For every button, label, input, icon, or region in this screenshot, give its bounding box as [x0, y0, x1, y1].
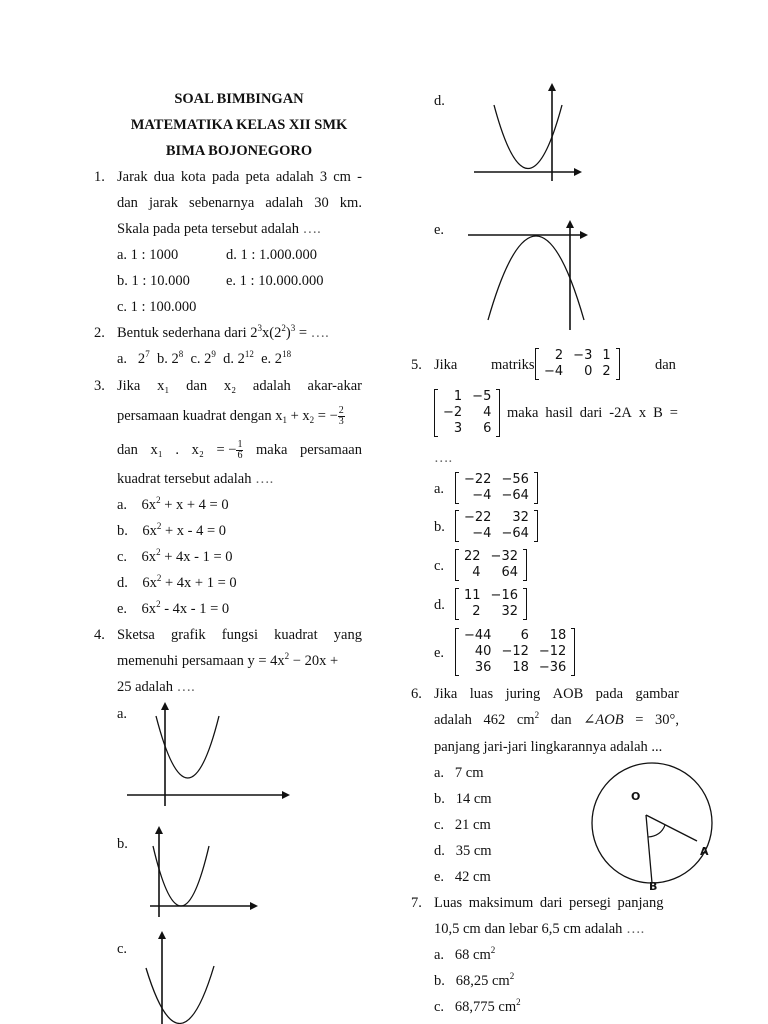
q1-line1: Jarak dua kota pada peta adalah 3 cm - — [117, 169, 362, 185]
matrix-b-cell: 6 — [483, 421, 492, 436]
q2-options: a. $2^7$ b. $2^8$ c. $2^9$ d. $2^{12}$ e. $2^{18}$ — [117, 349, 292, 367]
option-b-matrix-cell: −64 — [501, 526, 529, 541]
q6-line3: panjang jari-jari lingkarannya adalah ... — [434, 739, 663, 755]
q7-line1: Luas maksimum dari persegi panjang — [434, 895, 664, 911]
q6-line2: adalah 462 $cm^2$ dan ∠AOB = 30°, — [434, 710, 679, 728]
q5-word-jika: Jika — [434, 357, 458, 373]
q5-option-c-label: c. — [434, 558, 445, 574]
q4-option-c-label: c. — [117, 941, 128, 957]
q6-option-c: c. 21 cm — [434, 817, 491, 833]
option-a-matrix-cell: −64 — [501, 488, 529, 503]
q6-label-a: A — [700, 845, 709, 858]
q1-option-c: c. 1 : 100.000 — [117, 299, 197, 315]
option-e-matrix-cell: −36 — [538, 660, 567, 675]
option-c-matrix-cell: −32 — [490, 549, 518, 564]
option-d-matrix-cell: 2 — [472, 604, 481, 619]
q2-text: Bentuk sederhana dari $2^3x(2^2)^3$ = …. — [117, 323, 329, 341]
q7-option-c: c. 68,775 $cm^2$ — [434, 997, 521, 1015]
option-e-matrix-cell: 36 — [474, 660, 492, 675]
q2-number: 2. — [94, 325, 105, 341]
matrix-b-cell: −2 — [443, 405, 463, 420]
matrix-b-cell: −5 — [472, 389, 492, 404]
q3-line1: Jika x₁ dan x₂ adalah akar-akar — [117, 378, 362, 394]
option-c-matrix-cell: 22 — [464, 549, 481, 564]
matrix-b-cell: 3 — [453, 421, 463, 436]
q4-option-d-label: d. — [434, 93, 445, 109]
option-d-matrix-cell: 32 — [501, 604, 518, 619]
q5-option-d-label: d. — [434, 597, 445, 613]
q3-option-e: e. $6x^2 - 4x - 1 = 0$ — [117, 599, 230, 617]
q1-option-d: d. 1 : 1.000.000 — [226, 247, 318, 263]
q7-number: 7. — [411, 895, 422, 911]
matrix-a-cell: −3 — [573, 348, 593, 363]
option-c-matrix-cell: 64 — [501, 565, 518, 580]
option-e-matrix-cell: −44 — [464, 628, 492, 643]
q1-option-b: b. 1 : 10.000 — [117, 273, 190, 289]
q3-number: 3. — [94, 378, 105, 394]
matrix-b-cell: 4 — [483, 405, 492, 420]
q4-option-b-label: b. — [117, 836, 128, 852]
q6-label-b: B — [649, 880, 658, 893]
q3-option-c: c. $6x^2 + 4x - 1 = 0$ — [117, 547, 233, 565]
q5-number: 5. — [411, 357, 422, 373]
q3-line4: kuadrat tersebut adalah …. — [117, 471, 274, 487]
header-title-1: SOAL BIMBINGAN — [174, 91, 304, 107]
option-e-matrix-cell: 6 — [520, 628, 529, 643]
q1-option-a: a. 1 : 1000 — [117, 247, 179, 263]
q4-line3: 25 adalah …. — [117, 679, 195, 695]
q7-option-b: b. 68,25 $cm^2$ — [434, 971, 515, 989]
option-d-matrix-cell: −16 — [490, 588, 518, 603]
q1-number: 1. — [94, 169, 105, 185]
q1-line3: Skala pada peta tersebut adalah …. — [117, 221, 321, 237]
option-d-matrix-cell: 11 — [464, 588, 481, 603]
matrix-a-cell: 2 — [602, 364, 611, 379]
q5-ellipsis: …. — [434, 450, 453, 466]
q5-tail: maka hasil dari -2A x B = — [507, 405, 678, 421]
matrix-a-cell: 0 — [584, 364, 593, 379]
q6-option-a: a. 7 cm — [434, 765, 484, 781]
q3-option-d: d. $6x^2 + 4x + 1 = 0$ — [117, 573, 237, 591]
q4-line2: memenuhi persamaan $y = 4x^2 - 20x$ + — [117, 651, 339, 669]
q5-word-matriks: matriks — [491, 357, 535, 373]
option-b-matrix-cell: −22 — [464, 510, 492, 525]
q1-option-e: e. 1 : 10.000.000 — [226, 273, 324, 289]
matrix-a-cell: 1 — [602, 348, 611, 363]
q6-option-e: e. 42 cm — [434, 869, 491, 885]
option-a-matrix-cell: −4 — [472, 488, 492, 503]
q5-option-b-label: b. — [434, 519, 445, 535]
matrix-a-cell: 2 — [554, 348, 564, 363]
q4-option-a-label: a. — [117, 706, 128, 722]
option-b-matrix-cell: 32 — [512, 510, 529, 525]
header-title-3: BIMA BOJONEGORO — [165, 143, 313, 159]
q3-option-b: b. $6x^2 + x - 4 = 0$ — [117, 521, 227, 539]
q6-label-o: O — [631, 790, 641, 803]
option-a-matrix-cell: −22 — [464, 472, 492, 487]
q4-number: 4. — [94, 627, 105, 643]
option-e-matrix-cell: 40 — [474, 644, 492, 659]
option-c-matrix-cell: 4 — [472, 565, 481, 580]
q4-line1: Sketsa grafik fungsi kuadrat yang — [117, 627, 362, 643]
option-e-matrix-cell: −12 — [538, 644, 567, 659]
q6-line1: Jika luas juring AOB pada gambar — [434, 686, 679, 702]
q7-line2: 10,5 cm dan lebar 6,5 cm adalah …. — [434, 921, 645, 937]
q6-option-d: d. 35 cm — [434, 843, 492, 859]
q3-line3: dan x₁ . x₂ = − $\frac{1}{6}$ maka persamaan — [117, 439, 362, 461]
q7-option-a: a. 68 $cm^2$ — [434, 945, 496, 963]
q3-option-a: a. $6x^2 + x + 4 = 0$ — [117, 495, 229, 513]
option-e-matrix-cell: 18 — [549, 628, 567, 643]
header-title-2: MATEMATIKA KELAS XII SMK — [130, 117, 348, 133]
q6-number: 6. — [411, 686, 422, 702]
q4-option-e-label: e. — [434, 222, 445, 238]
option-a-matrix-cell: −56 — [501, 472, 529, 487]
matrix-a-cell: −4 — [544, 364, 564, 379]
q5-word-dan: dan — [655, 357, 676, 373]
option-b-matrix-cell: −4 — [472, 526, 492, 541]
q5-option-a-label: a. — [434, 481, 445, 497]
q6-option-b: b. 14 cm — [434, 791, 492, 807]
option-e-matrix-cell: −12 — [501, 644, 529, 659]
q5-option-e-label: e. — [434, 645, 445, 661]
q1-line2: dan jarak sebenarnya adalah 30 km. — [117, 195, 362, 211]
matrix-b-cell: 1 — [453, 389, 463, 404]
option-e-matrix-cell: 18 — [512, 660, 529, 675]
q3-line2: persamaan kuadrat dengan $x_1 + x_2$ = − $\frac{2}{3}$ — [117, 405, 344, 427]
